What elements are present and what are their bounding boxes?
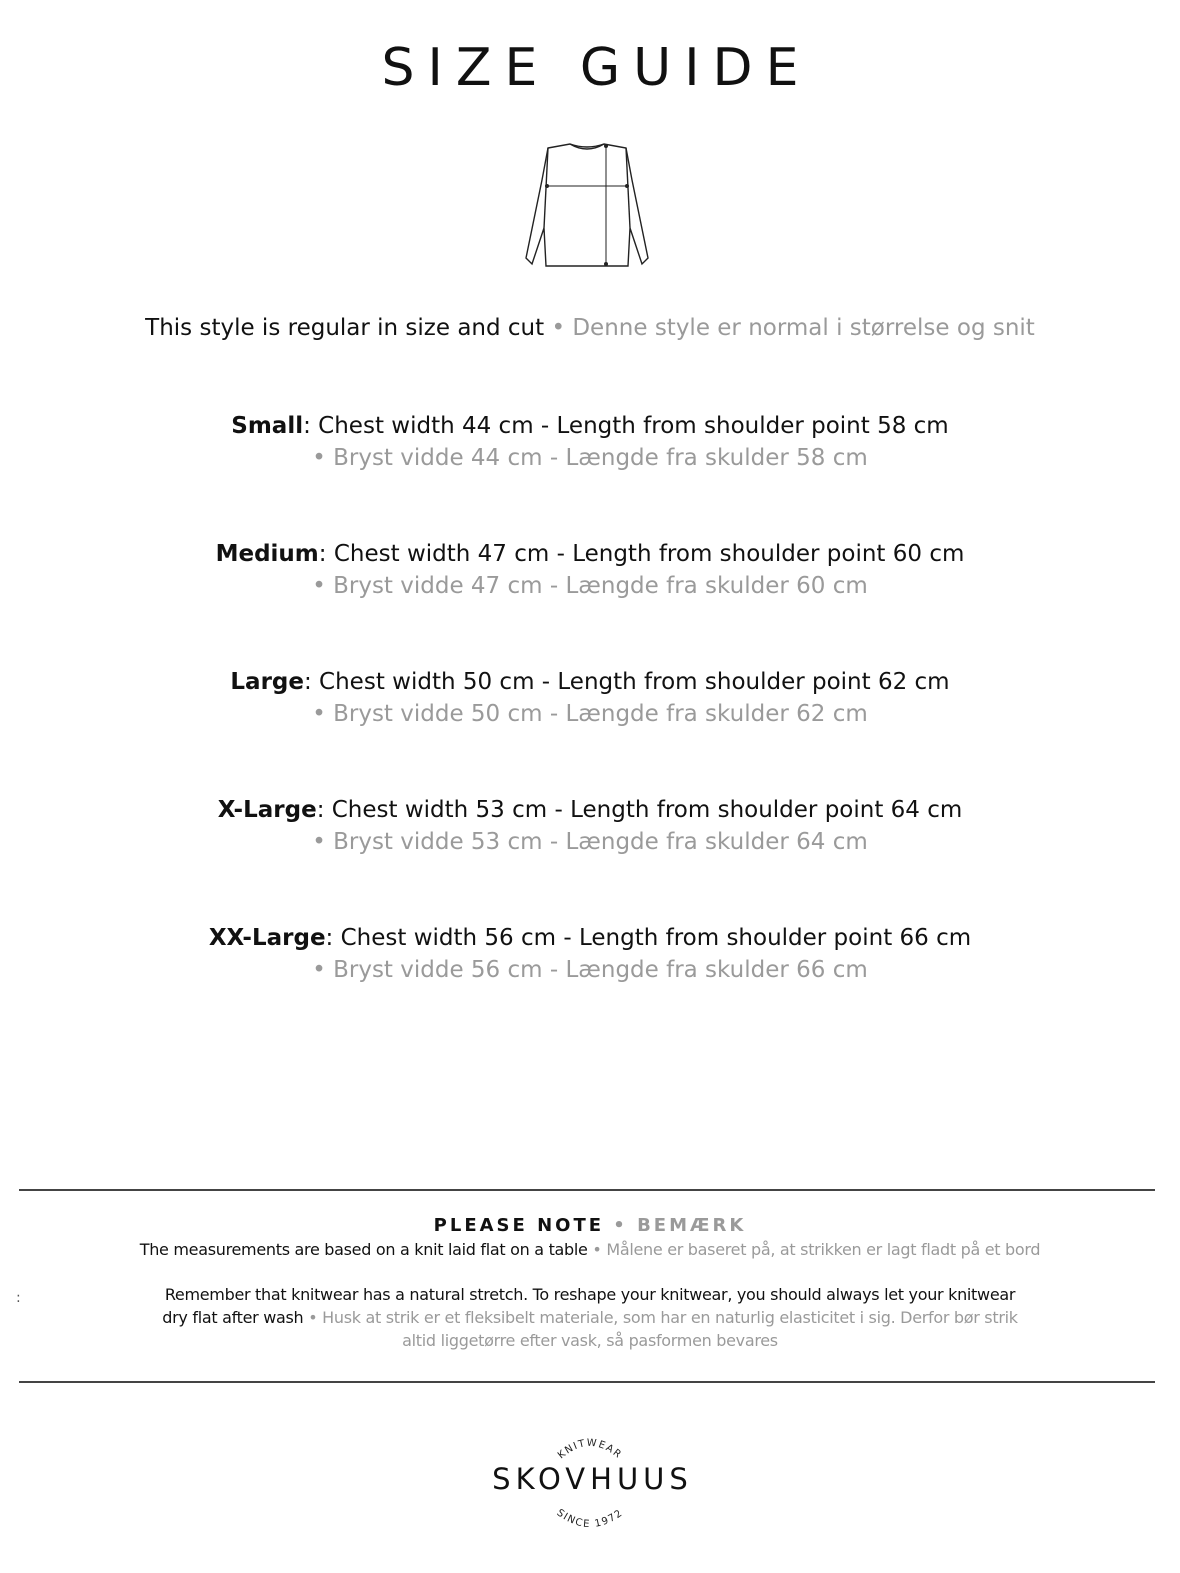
size-measurements-en: : Chest width 50 cm - Length from shoulder point 62 cm	[303, 669, 950, 695]
size-label: XX-Large	[208, 925, 326, 951]
logo-bottom-text: SINCE 1972	[554, 1507, 626, 1531]
size-measurements-en: : Chest width 56 cm - Length from shoulder point 66 cm	[325, 925, 972, 951]
size-measurements-da: • Bryst vidde 53 cm - Længde fra skulder 64 cm	[312, 829, 868, 855]
divider-bottom	[19, 1381, 1155, 1383]
note-measurements	[0, 1238, 1180, 1261]
size-measurements-en: : Chest width 53 cm - Length from shoulder point 64 cm	[316, 797, 963, 823]
size-label: X-Large	[217, 797, 317, 823]
size-label: Medium	[215, 541, 319, 567]
svg-text:KNITWEAR	[556, 1438, 624, 1462]
svg-text:SINCE 1972	[555, 1507, 626, 1530]
size-large	[0, 666, 1180, 794]
note-heading	[0, 1215, 1180, 1236]
size-measurements-en: : Chest width 44 cm - Length from shoulder point 58 cm	[303, 413, 949, 439]
size-measurements-da: • Bryst vidde 56 cm - Længde fra skulder 66 cm	[312, 957, 868, 983]
size-label: Large	[230, 669, 304, 695]
sweater-measurement-icon	[520, 140, 654, 278]
size-measurements-en: : Chest width 47 cm - Length from shoulder point 60 cm	[318, 541, 965, 567]
note-measurements-en: The measurements are based on a knit laid flat on a table	[139, 1240, 588, 1259]
page-title: SIZE GUIDE	[381, 38, 812, 98]
note-heading-en: PLEASE NOTE	[433, 1215, 605, 1236]
size-measurements-da: • Bryst vidde 44 cm - Længde fra skulder 58 cm	[312, 445, 868, 471]
size-xx-large	[0, 922, 1180, 1050]
note-heading-da: • BEMÆRK	[613, 1215, 747, 1236]
size-small	[0, 410, 1180, 538]
fit-description-da: • Denne style er normal i størrelse og snit	[551, 315, 1035, 341]
size-label: Small	[231, 413, 304, 439]
size-measurements-da: • Bryst vidde 50 cm - Længde fra skulder 62 cm	[312, 701, 868, 727]
fit-description	[0, 315, 1180, 341]
size-measurements-da: • Bryst vidde 47 cm - Længde fra skulder 60 cm	[312, 573, 868, 599]
logo-top-text: KNITWEAR	[555, 1437, 625, 1462]
note-care-da: • Husk at strik er et fleksibelt materiale, som har en naturlig elasticitet i sig. Derfor bør strik altid liggetørre efter vask, så pasformen bevares	[308, 1308, 1018, 1350]
divider-top	[19, 1189, 1155, 1191]
note-measurements-da: • Målene er baseret på, at strikken er lagt fladt på et bord	[592, 1240, 1041, 1259]
note-care-en: Remember that knitwear has a natural stretch. To reshape your knitwear, you should always let your knitwear dry flat after wash	[162, 1285, 1016, 1327]
brand-name: SKOVHUUS	[492, 1462, 693, 1496]
note-care	[0, 1283, 1180, 1352]
fit-description-en: This style is regular in size and cut	[145, 315, 545, 341]
margin-marker: :	[16, 1290, 21, 1306]
size-x-large	[0, 794, 1180, 922]
size-medium	[0, 538, 1180, 666]
size-list	[0, 410, 1180, 1050]
